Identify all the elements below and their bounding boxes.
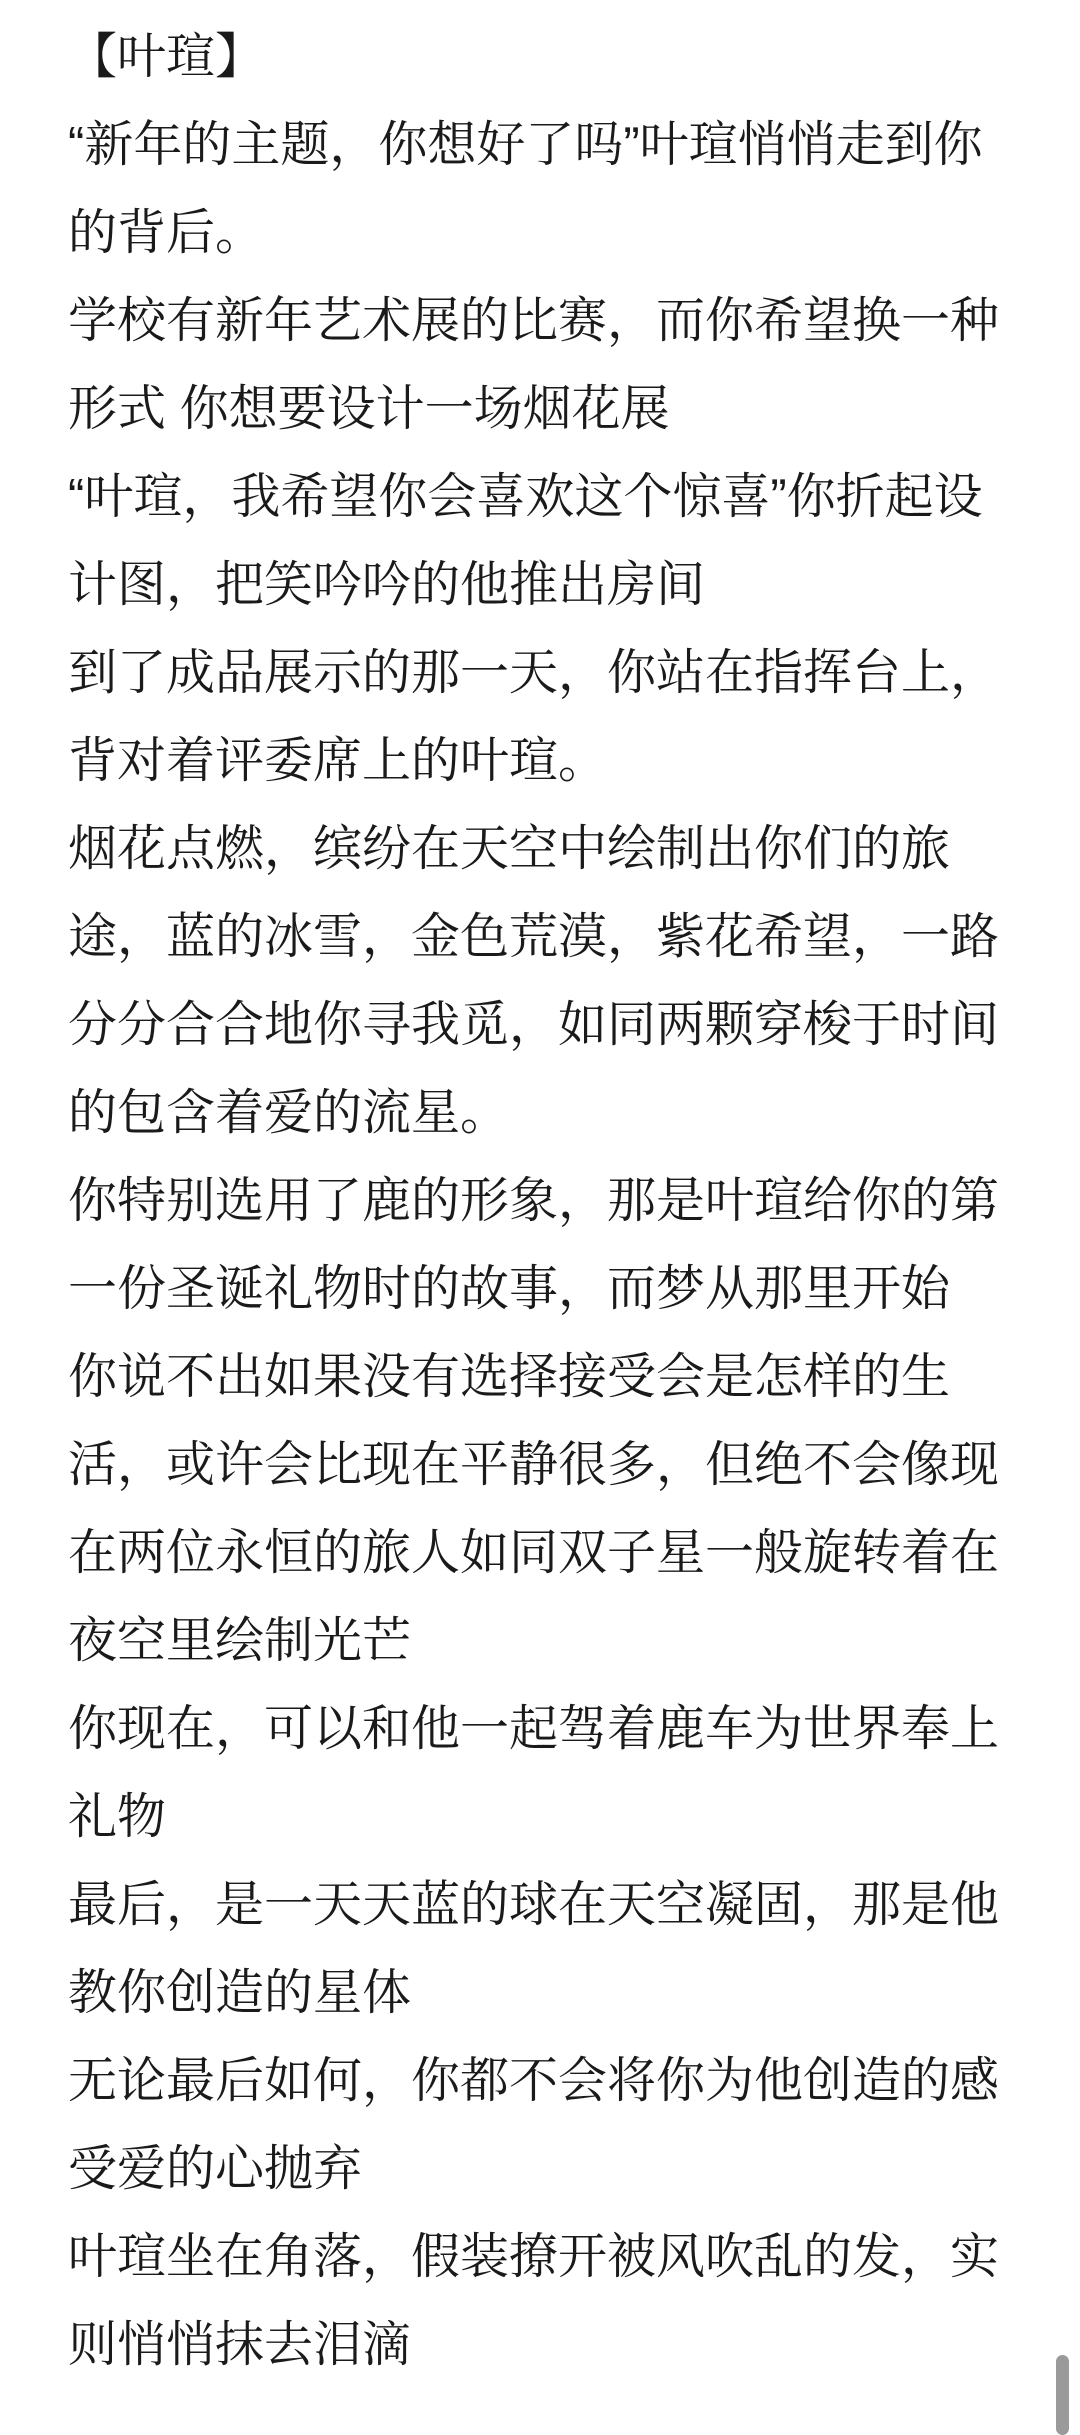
text-line: 你特别选用了鹿的形象，那是叶瑄给你的第 bbox=[68, 1174, 1000, 1228]
text-line: 受爱的心抛弃 bbox=[68, 2142, 363, 2196]
text-line: 最后，是一天天蓝的球在天空凝固，那是他 bbox=[68, 1878, 1000, 1932]
text-line: 教你创造的星体 bbox=[68, 1966, 412, 2020]
text-line: “叶瑄，我希望你会喜欢这个惊喜”你折起设 bbox=[68, 470, 983, 524]
text-line: 夜空里绘制光芒 bbox=[68, 1614, 412, 1668]
text-line: 叶瑄坐在角落，假装撩开被风吹乱的发，实 bbox=[68, 2230, 1000, 2284]
text-line: 活，或许会比现在平静很多，但绝不会像现 bbox=[68, 1438, 1000, 1492]
text-line: 礼物 bbox=[68, 1790, 167, 1844]
text-line: 的包含着爱的流星。 bbox=[68, 1086, 510, 1140]
text-line: 则悄悄抹去泪滴 bbox=[68, 2318, 412, 2372]
text-line: 烟花点燃，缤纷在天空中绘制出你们的旅 bbox=[68, 822, 951, 876]
document-body bbox=[68, 13, 1028, 2389]
text-line: 分分合合地你寻我觅，如同两颗穿梭于时间 bbox=[68, 998, 1000, 1052]
text-line: 一份圣诞礼物时的故事，而梦从那里开始 bbox=[68, 1262, 951, 1316]
text-line: 到了成品展示的那一天，你站在指挥台上， bbox=[68, 646, 1000, 700]
text-line: 【叶瑄】 bbox=[68, 30, 265, 84]
text-line: 形式 你想要设计一场烟花展 bbox=[68, 382, 670, 436]
text-line: 在两位永恒的旅人如同双子星一般旋转着在 bbox=[68, 1526, 1000, 1580]
scrollbar-thumb[interactable] bbox=[1056, 2355, 1069, 2435]
text-line: 背对着评委席上的叶瑄。 bbox=[68, 734, 608, 788]
text-line: 你说不出如果没有选择接受会是怎样的生 bbox=[68, 1350, 951, 1404]
text-line: 无论最后如何，你都不会将你为他创造的感 bbox=[68, 2054, 1000, 2108]
text-line: “新年的主题，你想好了吗”叶瑄悄悄走到你 bbox=[68, 118, 983, 172]
text-line: 计图，把笑吟吟的他推出房间 bbox=[68, 558, 706, 612]
text-line: 的背后。 bbox=[68, 206, 265, 260]
text-line: 学校有新年艺术展的比赛，而你希望换一种 bbox=[68, 294, 1000, 348]
text-line: 你现在，可以和他一起驾着鹿车为世界奉上 bbox=[68, 1702, 1000, 1756]
text-line: 途，蓝的冰雪，金色荒漠，紫花希望，一路 bbox=[68, 910, 1000, 964]
